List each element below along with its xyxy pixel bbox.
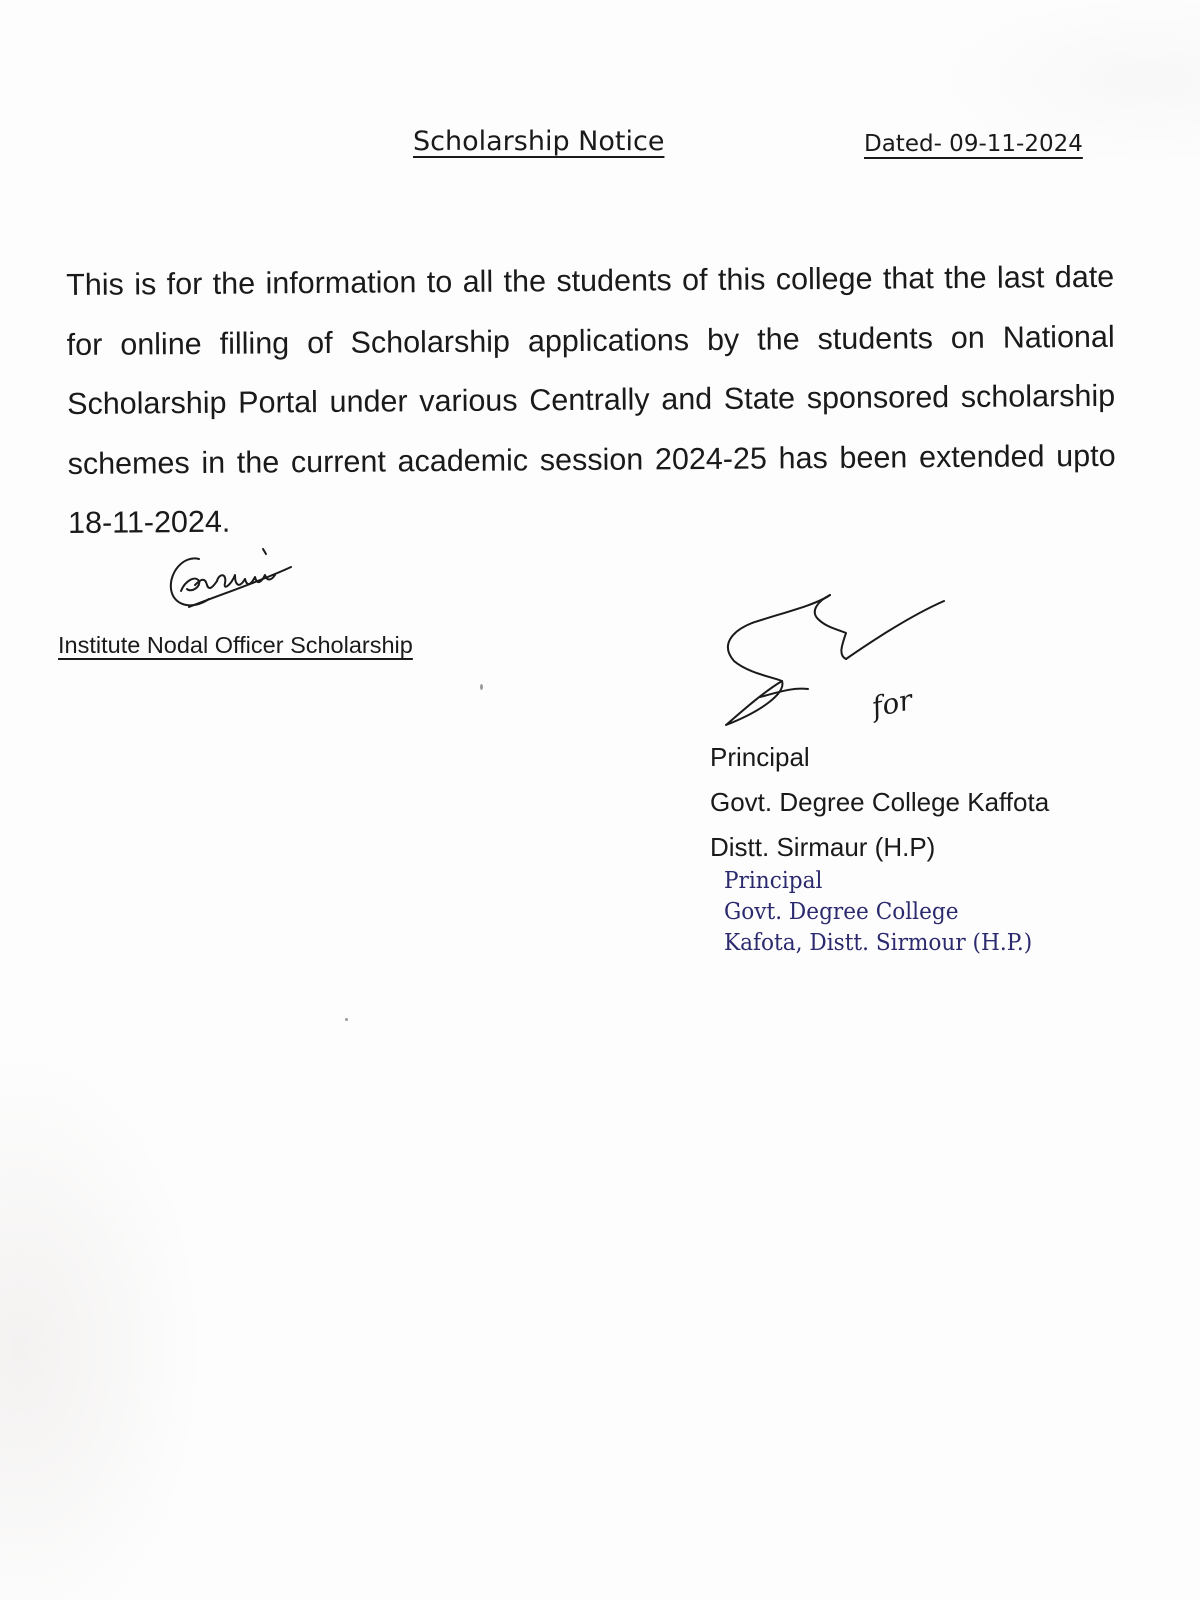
principal-stamp	[724, 865, 1032, 958]
notice-title: Scholarship Notice	[413, 126, 665, 157]
principal-note-for	[867, 683, 917, 724]
principal-signature	[722, 585, 972, 735]
college-name: Govt. Degree College Kaffota	[710, 787, 1050, 817]
paper-speck	[480, 684, 483, 690]
svg-text:for: for	[868, 683, 916, 724]
nodal-officer-label: Institute Nodal Officer Scholarship	[58, 632, 413, 658]
district-name: Distt. Sirmaur (H.P)	[710, 832, 936, 862]
notice-date: Dated- 09-11-2024	[864, 131, 1083, 157]
principal-details	[710, 735, 1049, 870]
stamp-line-2: Govt. Degree College	[724, 897, 959, 925]
principal-title: Principal	[710, 742, 810, 772]
notice-body: This is for the information to all the students of this college that the last date for online filling of Scholarship applications by the students on National Scholarship Portal under various Centrally and State sponsored scholarship schemes in the current academic session 2024-25 has been extended upto 18-11-2024.	[66, 259, 1116, 540]
nodal-officer-signature	[165, 545, 295, 615]
stamp-line-1: Principal	[724, 866, 823, 894]
paper-speck	[345, 1018, 348, 1021]
stamp-line-3: Kafota, Distt. Sirmour (H.P.)	[724, 928, 1033, 956]
